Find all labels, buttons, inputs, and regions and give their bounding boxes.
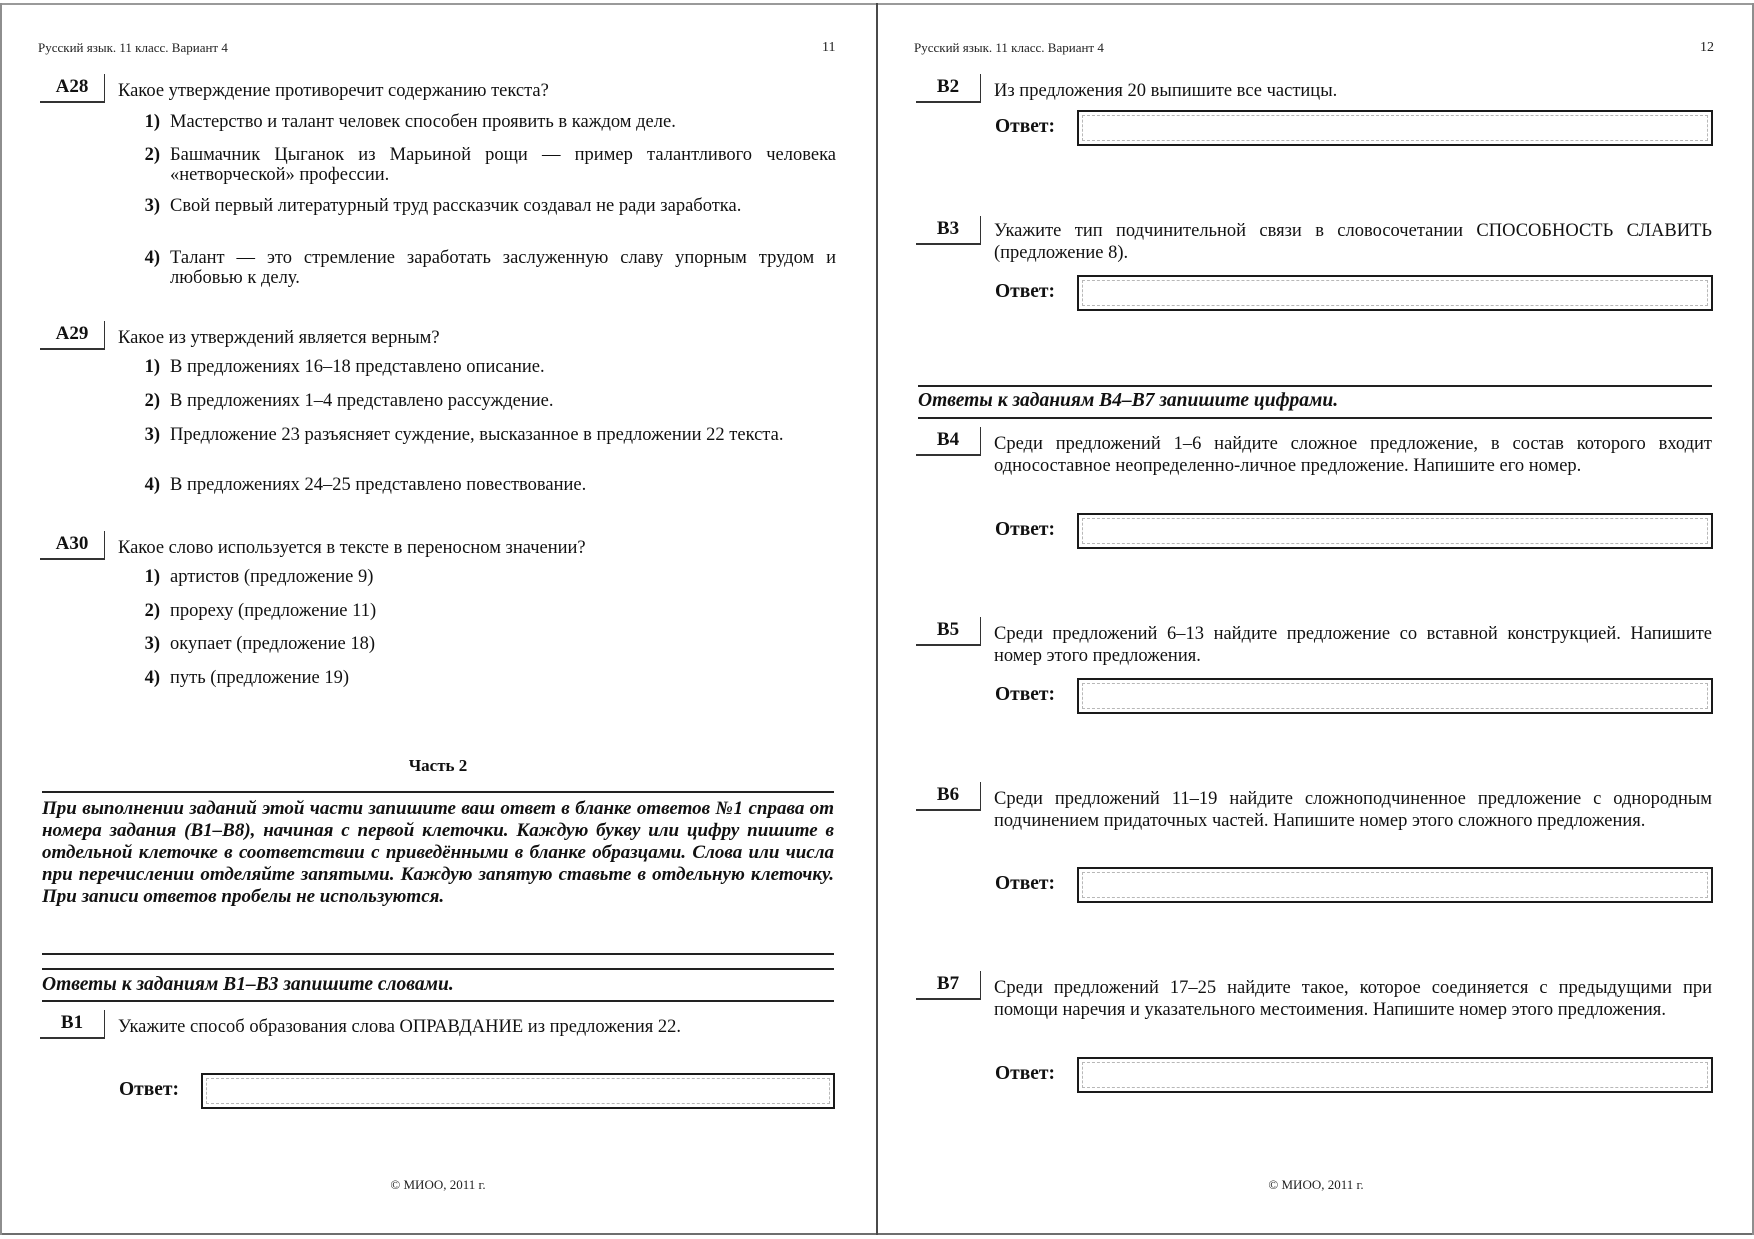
option-number: 4) xyxy=(144,668,160,688)
option-text: В предложениях 1–4 представлено рассуждение. xyxy=(170,391,554,411)
task-question: Какое из утверждений является верным? xyxy=(118,328,440,348)
task-number: B6 xyxy=(916,782,981,811)
option-number: 1) xyxy=(144,567,160,587)
answer-label: Ответ: xyxy=(995,684,1056,705)
answer-label: Ответ: xyxy=(995,1063,1056,1084)
task-question: Среди предложений 11–19 найдите сложноподчиненное предложение с однородным подчинением придаточных частей. Напишите номер этого сложного предложения. xyxy=(994,789,1712,831)
copyright-footer: © МИОО, 2011 г. xyxy=(390,1177,486,1192)
answer-input-b4[interactable] xyxy=(1077,513,1713,549)
answer-label: Ответ: xyxy=(119,1079,180,1100)
page-number: 12 xyxy=(1700,40,1714,55)
answer-label: Ответ: xyxy=(995,281,1056,302)
option-text: прореху (предложение 11) xyxy=(170,601,377,621)
page-12 xyxy=(878,0,1754,1239)
answer-input-b1[interactable] xyxy=(201,1073,835,1109)
answer-row-b5 xyxy=(995,678,1715,714)
option-text: Свой первый литературный труд рассказчик создавал не ради заработка. xyxy=(170,196,742,216)
answer-input-b2[interactable] xyxy=(1077,110,1713,146)
task-number: A30 xyxy=(40,531,105,560)
running-head: Русский язык. 11 класс. Вариант 4 xyxy=(38,40,228,55)
running-head: Русский язык. 11 класс. Вариант 4 xyxy=(914,40,1104,55)
divider-line xyxy=(42,1000,834,1002)
answer-label: Ответ: xyxy=(995,873,1056,894)
answer-input-b5[interactable] xyxy=(1077,678,1713,714)
option-text: Башмачник Цыганок из Марьиной рощи — пример талантливого человека «нетворческой» профессии. xyxy=(170,145,836,185)
task-number: B2 xyxy=(916,74,981,103)
option-number: 4) xyxy=(144,248,160,268)
part-instructions: При выполнении заданий этой части запишите ваш ответ в бланке ответов №1 справа от номера задания (B1–B8), начиная с первой клеточки. Каждую букву или цифру пишите в отдельной клеточке в соответствии с приведёнными в бланке образцами. Слова или числа при перечислении отделяйте запятыми. Каждую запятую ставьте в отдельную клеточку. При записи ответов пробелы не используются. xyxy=(42,798,834,907)
option-number: 1) xyxy=(144,357,160,377)
part-title: Часть 2 xyxy=(408,756,468,775)
option-number: 2) xyxy=(144,601,160,621)
option-number: 4) xyxy=(144,475,160,495)
task-question: Из предложения 20 выпишите все частицы. xyxy=(994,81,1338,101)
option-text: Мастерство и талант человек способен проявить в каждом деле. xyxy=(170,112,676,132)
task-question: Среди предложений 1–6 найдите сложное предложение, в состав которого входит односоставное неопределенно-личное предложение. Напишите его номер. xyxy=(994,434,1712,476)
divider-line xyxy=(42,968,834,970)
task-question: Среди предложений 6–13 найдите предложение со вставной конструкцией. Напишите номер этого предложения. xyxy=(994,624,1712,666)
task-question: Укажите способ образования слова ОПРАВДАНИЕ из предложения 22. xyxy=(118,1017,682,1037)
answer-row-b3 xyxy=(995,275,1715,311)
task-question: Какое слово используется в тексте в переносном значении? xyxy=(118,538,586,558)
page-number: 11 xyxy=(822,40,836,55)
task-number: B5 xyxy=(916,617,981,646)
option-number: 3) xyxy=(144,196,160,216)
divider-line xyxy=(918,385,1712,387)
section-subheading: Ответы к заданиям B4–B7 запишите цифрами. xyxy=(918,390,1339,411)
option-text: В предложениях 16–18 представлено описание. xyxy=(170,357,545,377)
answer-label: Ответ: xyxy=(995,116,1056,137)
option-text: окупает (предложение 18) xyxy=(170,634,376,654)
option-text: Предложение 23 разъясняет суждение, высказанное в предложении 22 текста. xyxy=(170,425,784,445)
option-number: 1) xyxy=(144,112,160,132)
divider-line xyxy=(918,417,1712,419)
answer-input-b3[interactable] xyxy=(1077,275,1713,311)
task-number: A29 xyxy=(40,321,105,350)
answer-row-b1 xyxy=(119,1073,837,1109)
page-11 xyxy=(0,0,876,1239)
divider-line xyxy=(42,791,834,793)
task-number: B4 xyxy=(916,427,981,456)
option-number: 2) xyxy=(144,145,160,165)
option-text: артистов (предложение 9) xyxy=(170,567,374,587)
answer-row-b6 xyxy=(995,867,1715,903)
task-number: B1 xyxy=(40,1010,105,1039)
task-number: B7 xyxy=(916,971,981,1000)
answer-label: Ответ: xyxy=(995,519,1056,540)
option-number: 3) xyxy=(144,634,160,654)
answer-input-b6[interactable] xyxy=(1077,867,1713,903)
task-number: A28 xyxy=(40,74,105,103)
option-text: Талант — это стремление заработать заслуженную славу упорным трудом и любовью к делу. xyxy=(170,248,836,288)
task-question: Среди предложений 17–25 найдите такое, которое соединяется с предыдущими при помощи наречия и указательного местоимения. Напишите номер этого предложения. xyxy=(994,978,1712,1020)
task-number: B3 xyxy=(916,216,981,245)
task-question: Какое утверждение противоречит содержанию текста? xyxy=(118,81,549,101)
copyright-footer: © МИОО, 2011 г. xyxy=(1268,1177,1364,1192)
answer-input-b7[interactable] xyxy=(1077,1057,1713,1093)
answer-row-b2 xyxy=(995,110,1715,146)
option-text: путь (предложение 19) xyxy=(170,668,350,688)
option-number: 3) xyxy=(144,425,160,445)
option-number: 2) xyxy=(144,391,160,411)
task-question: Укажите тип подчинительной связи в словосочетании СПОСОБНОСТЬ СЛАВИТЬ (предложение 8). xyxy=(994,221,1712,263)
option-text: В предложениях 24–25 представлено повествование. xyxy=(170,475,587,495)
divider-line xyxy=(42,953,834,955)
answer-row-b7 xyxy=(995,1057,1715,1093)
section-subheading: Ответы к заданиям B1–B3 запишите словами. xyxy=(42,974,454,995)
answer-row-b4 xyxy=(995,513,1715,549)
